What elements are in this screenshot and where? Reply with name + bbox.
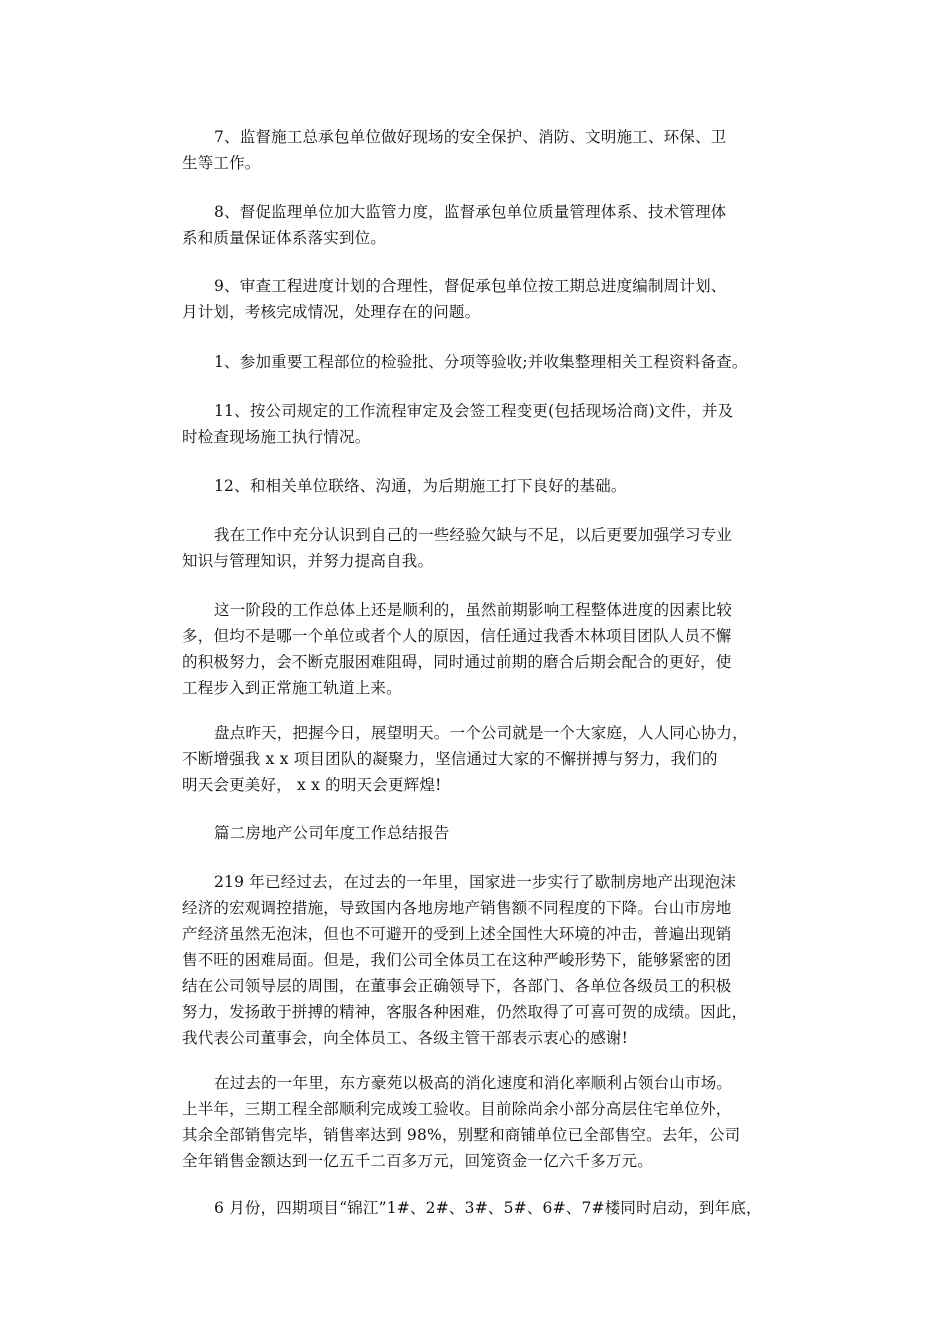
section-heading <box>182 820 782 846</box>
paragraph-item-12 <box>182 473 782 499</box>
text-line: 生等工作。 <box>182 154 261 172</box>
text-line: 月计划，考核完成情况，处理存在的问题。 <box>182 303 481 321</box>
text-line: 1、参加重要工程部位的检验批、分项等验收;并收集整理相关工程资料备查。 <box>214 353 748 371</box>
text-line: 我代表公司董事会，向全体员工、各级主管干部表示衷心的感谢! <box>182 1029 629 1047</box>
text-line: 产经济虽然无泡沫，但也不可避开的受到上述全国性大环境的冲击，普遍出现销 <box>182 925 732 943</box>
text-line: 这一阶段的工作总体上还是顺利的，虽然前期影响工程整体进度的因素比较 <box>214 601 733 619</box>
text-line: 经济的宏观调控措施，导致国内各地房地产销售额不同程度的下降。台山市房地 <box>182 899 732 917</box>
text-line: 我在工作中充分认识到自己的一些经验欠缺与不足，以后更要加强学习专业 <box>214 526 733 544</box>
text-line: 时检查现场施工执行情况。 <box>182 428 371 446</box>
text-line: 7、监督施工总承包单位做好现场的安全保护、消防、文明施工、环保、卫 <box>214 128 727 146</box>
paragraph-outlook <box>182 720 782 798</box>
text-line: 其余全部销售完毕，销售率达到 98%，别墅和商铺单位已全部售空。去年，公司 <box>182 1126 741 1144</box>
text-line: 219 年已经过去，在过去的一年里，国家进一步实行了歇制房地产出现泡沫 <box>214 873 737 891</box>
text-line: 篇二房地产公司年度工作总结报告 <box>214 824 450 842</box>
text-line: 11、按公司规定的工作流程审定及会签工程变更(包括现场洽商)文件，并及 <box>214 402 734 420</box>
text-line: 努力，发扬敢于拼搏的精神，客服各种困难，仍然取得了可喜可贺的成绩。因此， <box>182 1003 748 1021</box>
text-line: 6 月份，四期项目“锦江”1#、2#、3#、5#、6#、7#楼同时启动，到年底， <box>214 1199 762 1217</box>
text-line: 多，但均不是哪一个单位或者个人的原因，信任通过我香木林项目团队人员不懈 <box>182 627 732 645</box>
text-line: 的积极努力，会不断克服困难阻碍，同时通过前期的磨合后期会配合的更好，使 <box>182 653 732 671</box>
text-line: 知识与管理知识，并努力提高自我。 <box>182 552 434 570</box>
paragraph-annual-review <box>182 869 782 1051</box>
text-line: 8、督促监理单位加大监管力度，监督承包单位质量管理体系、技术管理体 <box>214 203 727 221</box>
paragraph-item-7 <box>182 124 782 176</box>
text-line: 在过去的一年里，东方豪苑以极高的消化速度和消化率顺利占领台山市场。 <box>214 1074 733 1092</box>
text-line: 全年销售金额达到一亿五千二百多万元，回笼资金一亿六千多万元。 <box>182 1152 654 1170</box>
text-line: 12、和相关单位联络、沟通，为后期施工打下良好的基础。 <box>214 477 627 495</box>
text-line: 售不旺的困难局面。但是，我们公司全体员工在这种严峻形势下，能够紧密的团 <box>182 951 732 969</box>
paragraph-reflection <box>182 522 782 574</box>
text-line: 工程步入到正常施工轨道上来。 <box>182 679 402 697</box>
paragraph-item-9 <box>182 273 782 325</box>
text-line: 9、审查工程进度计划的合理性，督促承包单位按工期总进度编制周计划、 <box>214 277 727 295</box>
text-line: 不断增强我 x x 项目团队的凝聚力，坚信通过大家的不懈拼搏与努力，我们的 <box>182 750 718 768</box>
text-line: 盘点昨天，把握今日，展望明天。一个公司就是一个大家庭，人人同心协力， <box>214 724 748 742</box>
text-line: 系和质量保证体系落实到位。 <box>182 229 387 247</box>
paragraph-phase-four <box>182 1195 782 1221</box>
paragraph-item-11 <box>182 398 782 450</box>
paragraph-progress <box>182 597 782 701</box>
paragraph-item-1 <box>182 349 782 375</box>
paragraph-sales <box>182 1070 782 1174</box>
text-line: 结在公司领导层的周围，在董事会正确领导下，各部门、各单位各级员工的积极 <box>182 977 732 995</box>
text-line: 上半年，三期工程全部顺利完成竣工验收。目前除尚余小部分高层住宅单位外， <box>182 1100 732 1118</box>
text-line: 明天会更美好， x x 的明天会更辉煌! <box>182 776 442 794</box>
paragraph-item-8 <box>182 199 782 251</box>
